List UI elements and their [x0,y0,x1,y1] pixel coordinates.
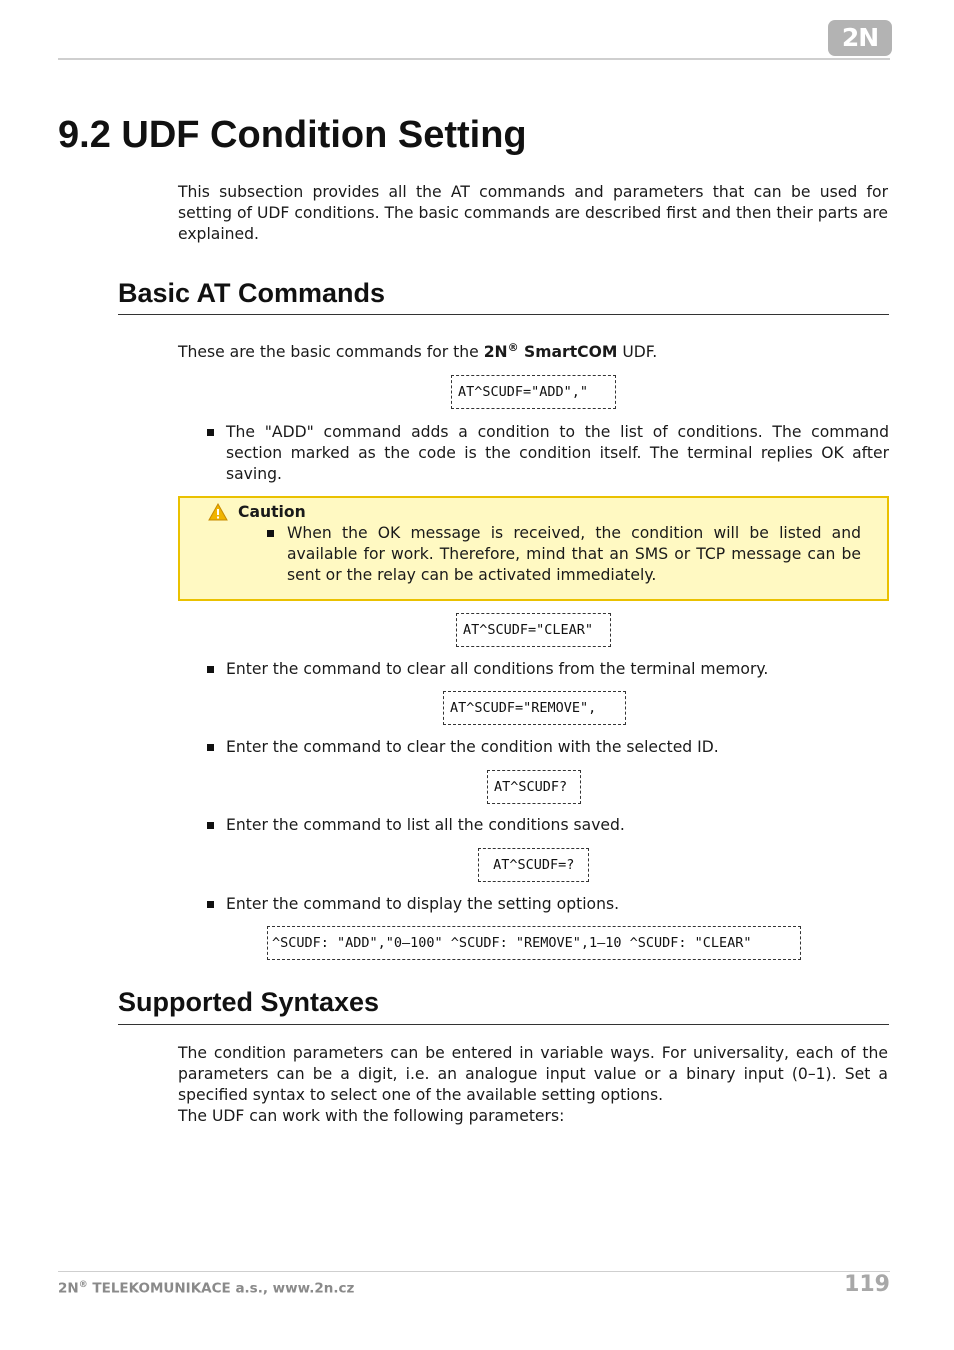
caution-item [267,523,861,586]
footer-brand: 2N [58,1280,79,1297]
section-heading-basic: Basic AT Commands [118,278,386,308]
code-add: AT^SCUDF="ADD"," [451,375,616,409]
bullet-square-icon [207,901,214,908]
bullet-square-icon [207,744,214,751]
code-options: ^SCUDF: "ADD","0–100" ^SCUDF: "REMOVE",1–10 ^SCUDF: "CLEAR" [267,926,801,960]
caution-box [178,496,889,601]
code-clear: AT^SCUDF="CLEAR" [456,613,611,647]
page-title: 9.2 UDF Condition Setting [58,114,527,156]
warning-icon [208,503,228,521]
bullet-square-icon [267,530,274,537]
intro-paragraph: This subsection provides all the AT commands and parameters that can be used for setting of UDF conditions. The basic commands are described first and then their parts are explained. [178,183,888,243]
basic-lead [178,337,888,363]
footer-rule [58,1271,890,1272]
section-rule-basic [118,314,889,315]
section-rule-syntaxes [118,1024,889,1025]
bullet-add [207,422,889,485]
bullet-query [207,815,889,836]
lead-brand: 2N [483,343,508,362]
bullet-square-icon [207,429,214,436]
bullet-remove [207,737,889,758]
lead-reg: ® [507,341,519,354]
section-heading-syntaxes: Supported Syntaxes [118,987,380,1017]
header-rule [58,58,890,60]
syntaxes-paragraph-2: The UDF can work with the following parameters: [178,1107,565,1125]
lead-product: SmartCOM [518,343,618,362]
page-number: 119 [844,1272,890,1297]
2n-logo: 2N [828,20,892,56]
lead-post: UDF. [617,343,658,362]
footer-company-text: TELEKOMUNIKACE a.s., www.2n.cz [87,1280,355,1297]
bullet-square-icon [207,822,214,829]
bullet-text: Enter the command to display the setting options. [226,895,620,913]
bullet-text: The "ADD" command adds a condition to the list of conditions. The command section marked as the code is the condition itself. The terminal replies OK after saving. [226,423,889,483]
bullet-clear [207,659,889,680]
caution-title: Caution [238,503,306,521]
lead-pre: These are the basic commands for the [178,343,484,362]
code-query: AT^SCUDF? [487,770,581,804]
bullet-text: Enter the command to clear the condition with the selected ID. [226,738,719,756]
code-remove: AT^SCUDF="REMOVE", [443,691,626,725]
footer-company [58,1280,354,1297]
footer-reg: ® [78,1280,88,1290]
bullet-test [207,894,889,915]
syntaxes-paragraph: The condition parameters can be entered in variable ways. For universality, each of the parameters can be a digit, i.e. an analogue input value or a binary input (0–1). Set a specified syntax to select one of the available setting options. [178,1044,888,1104]
bullet-square-icon [207,666,214,673]
bullet-text: Enter the command to list all the conditions saved. [226,816,625,834]
bullet-text: Enter the command to clear all conditions from the terminal memory. [226,660,769,678]
caution-text: When the OK message is received, the condition will be listed and available for work. Therefore, mind that an SMS or TCP message can be sent or the relay can be activated immediately. [287,524,861,584]
code-test: AT^SCUDF=? [478,848,589,882]
